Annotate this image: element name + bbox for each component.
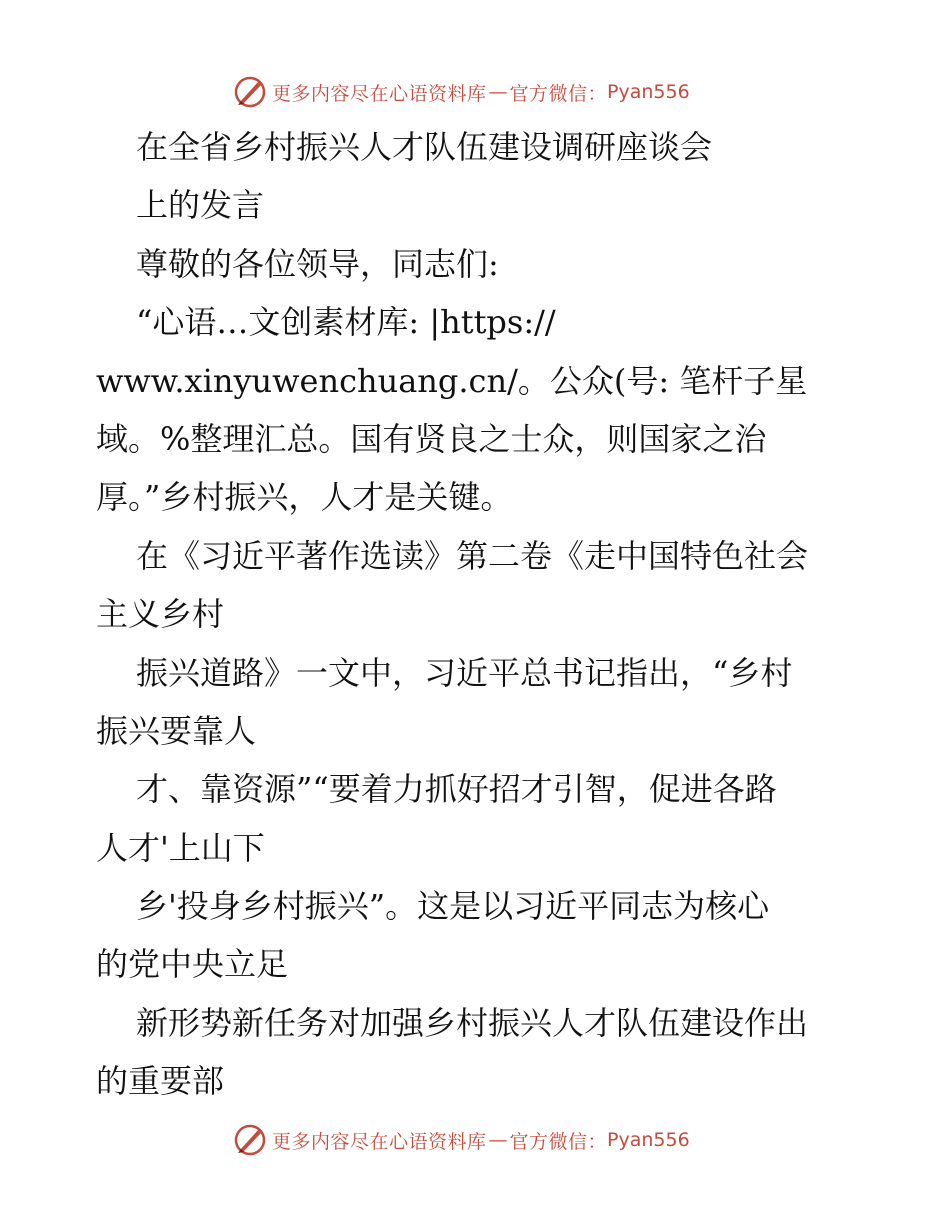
paragraph-line: 振兴道路》一文中，习近平总书记指出，“乡村	[136, 653, 793, 692]
paragraph-line: www.xinyuwenchuang.cn/。公众(号: 笔杆子星	[96, 361, 808, 400]
quill-pen-logo-icon	[232, 1122, 268, 1158]
paragraph-line: 在《习近平著作选读》第二卷《走中国特色社会	[136, 536, 809, 575]
quill-pen-logo-icon	[232, 74, 268, 110]
title-line-2: 上的发言	[136, 186, 265, 225]
watermark-site-text: 更多内容尽在心语资料库	[272, 82, 487, 105]
salutation: 尊敬的各位领导，同志们:	[136, 244, 499, 283]
header-watermark	[232, 72, 690, 112]
watermark-separator: —	[488, 1129, 508, 1151]
watermark-separator: —	[488, 81, 508, 103]
paragraph-line: 的党中央立足	[96, 945, 289, 984]
watermark-site-text: 更多内容尽在心语资料库	[272, 1130, 487, 1153]
title-line-1: 在全省乡村振兴人才队伍建设调研座谈会	[136, 128, 713, 166]
paragraph-line: 域。%整理汇总。国有贤良之士众，则国家之治	[96, 419, 767, 458]
footer-watermark	[232, 1120, 690, 1160]
paragraph-line: 的重要部	[96, 1062, 225, 1101]
paragraph-line: 才、靠资源”“要着力抓好招才引智，促进各路	[136, 770, 777, 809]
paragraph-line: 厚。”乡村振兴，人才是关键。	[96, 478, 513, 517]
watermark-account-id: Pyan556	[607, 81, 690, 103]
watermark-account-label: 官方微信：	[509, 82, 608, 105]
paragraph-line: “心语…文创素材库: |https://	[136, 303, 556, 342]
document-body	[96, 118, 876, 1111]
watermark-account-label: 官方微信：	[509, 1130, 608, 1153]
paragraph-line: 主义乡村	[96, 595, 225, 634]
paragraph-line: 人才'上山下	[96, 828, 265, 867]
paragraph-line: 振兴要靠人	[96, 711, 257, 750]
paragraph-line: 新形势新任务对加强乡村振兴人才队伍建设作出	[136, 1003, 809, 1042]
watermark-account-id: Pyan556	[607, 1129, 690, 1151]
paragraph-line: 乡'投身乡村振兴”。这是以习近平同志为核心	[136, 887, 770, 926]
